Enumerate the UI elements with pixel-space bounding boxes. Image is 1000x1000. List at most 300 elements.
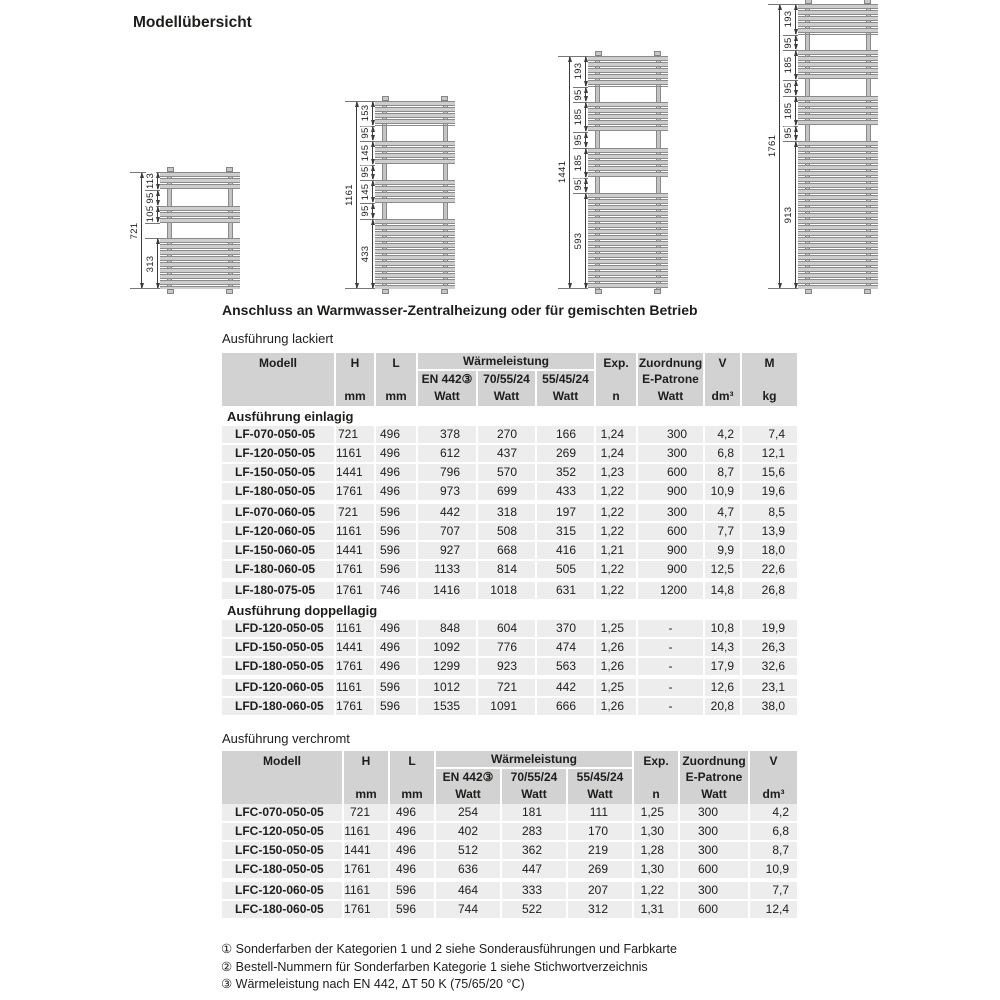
value-cell: 600 — [680, 901, 748, 918]
value-cell: 8,5 — [742, 504, 797, 521]
rung-group — [160, 238, 240, 289]
dimension-line — [779, 5, 780, 288]
value-cell: 300 — [680, 823, 748, 840]
header-cell — [596, 353, 636, 406]
value-cell: 1,28 — [634, 842, 678, 859]
towel-opening — [798, 80, 878, 95]
total-height-dimension — [558, 56, 572, 289]
model-cell: LF-150-050-05 — [222, 464, 334, 481]
value-cell: 12,6 — [705, 679, 740, 696]
header-line: 55/45/24 — [542, 372, 589, 386]
header-unit: n — [612, 389, 620, 403]
header-unit: Watt — [493, 389, 520, 403]
dimension-label: 95 — [783, 127, 794, 139]
value-cell: - — [638, 679, 703, 696]
value-cell: 181 — [502, 804, 566, 821]
value-cell: 563 — [537, 658, 594, 675]
section-heading: Ausführung einlagig — [227, 409, 354, 424]
value-cell: 10,9 — [705, 483, 740, 500]
dimension-line — [795, 142, 796, 288]
value-cell: 1761 — [336, 483, 374, 500]
dimension-line — [141, 173, 142, 288]
value-cell: 721 — [336, 426, 374, 443]
value-cell: 437 — [478, 445, 535, 462]
mounting-tab — [595, 289, 602, 294]
value-cell: 596 — [376, 679, 416, 696]
value-cell: 1,22 — [634, 882, 678, 899]
value-cell: 505 — [537, 561, 594, 578]
model-cell: LFC-120-060-05 — [222, 882, 342, 899]
value-cell: - — [638, 620, 703, 637]
model-cell: LF-180-075-05 — [222, 582, 334, 599]
value-cell: 1,22 — [596, 561, 636, 578]
dimension-label: 95 — [360, 205, 371, 217]
value-cell: 1,30 — [634, 823, 678, 840]
value-cell: 10,8 — [705, 620, 740, 637]
value-cell: 1,22 — [596, 504, 636, 521]
value-cell: 12,4 — [750, 901, 797, 918]
header-line — [705, 371, 740, 388]
table-row — [222, 698, 797, 715]
model-cell: LF-120-050-05 — [222, 445, 334, 462]
table-row — [222, 658, 797, 675]
spec-table-lackiert — [222, 353, 797, 717]
value-cell: 19,6 — [742, 483, 797, 500]
header-line — [376, 371, 416, 388]
model-cell: LF-120-060-05 — [222, 523, 334, 540]
model-cell: LFC-180-060-05 — [222, 901, 342, 918]
value-cell: 312 — [568, 901, 632, 918]
header-line: 70/55/24 — [510, 770, 558, 784]
value-cell: 269 — [568, 861, 632, 878]
value-cell: 14,3 — [705, 639, 740, 656]
value-cell: 596 — [376, 698, 416, 715]
dimension-segment — [782, 4, 798, 35]
value-cell: 1,22 — [596, 582, 636, 599]
radiator-diagram-1161 — [345, 101, 455, 289]
rung-group — [798, 96, 878, 126]
header-unit: kg — [762, 389, 777, 403]
value-cell: 7,7 — [750, 882, 797, 899]
model-cell: LFD-120-050-05 — [222, 620, 334, 637]
dimension-label: 193 — [573, 62, 584, 80]
header-line: M — [764, 356, 775, 370]
value-cell: 1161 — [336, 445, 374, 462]
value-cell: 1200 — [638, 582, 703, 599]
segment-dimensions — [782, 4, 798, 289]
segment-dimensions — [144, 172, 160, 289]
value-cell: 496 — [376, 620, 416, 637]
rung-group — [160, 206, 240, 223]
rung-group — [375, 101, 455, 126]
value-cell: 814 — [478, 561, 535, 578]
footnote-line: ② Bestell-Nummern für Sonderfarben Kategorie 1 siehe Stichwortverzeichnis — [221, 959, 648, 974]
dimension-label: 153 — [360, 104, 371, 122]
table-row — [222, 823, 797, 840]
dimension-segment — [144, 172, 160, 190]
value-cell: 7,4 — [742, 426, 797, 443]
value-cell: 269 — [537, 445, 594, 462]
value-cell: 1,31 — [634, 901, 678, 918]
dimension-segment — [782, 80, 798, 95]
mounting-tab — [167, 289, 174, 294]
header-cell — [634, 751, 678, 804]
header-cell — [568, 769, 632, 804]
value-cell: 570 — [478, 464, 535, 481]
dimension-segment — [572, 56, 588, 87]
header-unit: dm³ — [711, 389, 734, 403]
towel-opening — [375, 203, 455, 218]
value-cell: 20,8 — [705, 698, 740, 715]
dimension-label: 145 — [360, 183, 371, 201]
value-cell: 8,7 — [750, 842, 797, 859]
dimension-segment — [359, 165, 375, 180]
table-row — [222, 523, 797, 540]
spec-table-verchromt — [222, 751, 797, 920]
towel-opening — [160, 190, 240, 205]
value-cell: 600 — [638, 523, 703, 540]
table-row — [222, 542, 797, 559]
dimension-segment — [359, 180, 375, 203]
dimension-segment — [144, 238, 160, 289]
value-cell: 1133 — [418, 561, 476, 578]
header-subrow — [436, 769, 632, 804]
table-row — [222, 426, 797, 443]
header-group-label: Wärmeleistung — [436, 751, 632, 769]
model-cell: LFD-180-060-05 — [222, 698, 334, 715]
header-line: V — [769, 754, 778, 768]
header-unit: Watt — [657, 389, 684, 403]
value-cell: 1,25 — [634, 804, 678, 821]
dimension-label: 95 — [573, 134, 584, 146]
value-cell: 1,24 — [596, 426, 636, 443]
header-unit: Watt — [701, 787, 727, 801]
value-cell: 508 — [478, 523, 535, 540]
value-cell: 362 — [502, 842, 566, 859]
value-cell: 300 — [680, 842, 748, 859]
header-line — [390, 769, 434, 786]
radiator-body — [588, 56, 668, 289]
table-title-verchromt: Ausführung verchromt — [222, 731, 350, 746]
towel-opening — [160, 223, 240, 238]
header-unit: mm — [385, 389, 407, 403]
value-cell: 1761 — [336, 561, 374, 578]
value-cell: 496 — [390, 861, 434, 878]
model-cell: LF-180-060-05 — [222, 561, 334, 578]
header-line: E-Patrone — [642, 372, 699, 386]
value-cell: 207 — [568, 882, 632, 899]
rung-group — [375, 141, 455, 164]
value-cell: 219 — [568, 842, 632, 859]
header-unit: Watt — [521, 787, 547, 801]
table-row — [222, 679, 797, 696]
value-cell: 600 — [680, 861, 748, 878]
header-unit — [222, 786, 342, 804]
value-cell: 1,21 — [596, 542, 636, 559]
rung-group — [798, 50, 878, 80]
radiator-diagram-1441 — [558, 56, 668, 289]
rung-group — [798, 4, 878, 35]
table-header — [222, 353, 797, 406]
dimension-tick — [145, 223, 160, 224]
value-cell: 496 — [390, 842, 434, 859]
page-title: Modellübersicht — [133, 14, 252, 31]
value-cell: 170 — [568, 823, 632, 840]
footnotes — [221, 941, 677, 994]
value-cell: 1,24 — [596, 445, 636, 462]
header-line: H — [361, 754, 371, 768]
value-cell: 596 — [376, 561, 416, 578]
value-cell: 19,9 — [742, 620, 797, 637]
model-cell: LFC-150-050-05 — [222, 842, 342, 859]
value-cell: 26,3 — [742, 639, 797, 656]
dimension-label: 313 — [145, 255, 156, 272]
value-cell: - — [638, 698, 703, 715]
radiator-body — [375, 101, 455, 289]
dimension-label: 105 — [145, 205, 156, 223]
value-cell: 1441 — [344, 842, 388, 859]
header-line: L — [392, 356, 400, 370]
dimension-label: 721 — [129, 222, 140, 239]
value-cell: 604 — [478, 620, 535, 637]
model-cell: LFC-070-050-05 — [222, 804, 342, 821]
dimension-label: 113 — [145, 173, 156, 190]
dimension-label: 185 — [783, 102, 794, 120]
towel-opening — [798, 35, 878, 50]
model-cell: LFC-180-050-05 — [222, 861, 342, 878]
total-height-dimension — [768, 4, 782, 289]
value-cell: 300 — [638, 504, 703, 521]
value-cell: 1441 — [336, 542, 374, 559]
value-cell: 4,2 — [750, 804, 797, 821]
dimension-label: 1161 — [344, 184, 355, 206]
row-group — [222, 620, 797, 675]
value-cell: 596 — [390, 882, 434, 899]
value-cell: 668 — [478, 542, 535, 559]
dimension-segment — [359, 141, 375, 164]
header-line: EN 442③ — [421, 372, 473, 386]
dimension-line — [585, 194, 586, 288]
row-group — [222, 804, 797, 878]
radiator-diagram-1761 — [768, 4, 878, 289]
header-line — [596, 371, 636, 388]
dimension-label: 95 — [360, 166, 371, 178]
header-line — [222, 371, 334, 388]
towel-opening — [588, 87, 668, 102]
value-cell: 270 — [478, 426, 535, 443]
dimension-line — [372, 220, 373, 288]
value-cell: 631 — [537, 582, 594, 599]
value-cell: 9,9 — [705, 542, 740, 559]
header-line — [336, 371, 374, 388]
radiator-diagram-721 — [130, 172, 240, 289]
rung-group — [375, 180, 455, 203]
dimension-line — [356, 102, 357, 288]
section-heading: Ausführung doppellagig — [227, 603, 378, 618]
value-cell: 254 — [436, 804, 500, 821]
header-line: L — [408, 754, 416, 768]
dimension-label: 193 — [783, 10, 794, 28]
rung-group — [798, 141, 878, 289]
header-cell — [537, 371, 594, 406]
value-cell: 496 — [376, 464, 416, 481]
rung-group — [588, 148, 668, 178]
header-line: Modell — [259, 356, 297, 370]
value-cell: 721 — [478, 679, 535, 696]
table-row — [222, 882, 797, 899]
dimension-tick — [783, 288, 798, 289]
value-cell: 22,6 — [742, 561, 797, 578]
value-cell: 26,8 — [742, 582, 797, 599]
value-cell: 442 — [418, 504, 476, 521]
value-cell: 699 — [478, 483, 535, 500]
dimension-segment — [572, 87, 588, 102]
model-cell: LFD-120-060-05 — [222, 679, 334, 696]
value-cell: 512 — [436, 842, 500, 859]
header-line — [742, 371, 797, 388]
dimension-tick — [145, 288, 160, 289]
dimension-label: 185 — [573, 154, 584, 171]
header-cell — [222, 751, 342, 804]
value-cell: 596 — [376, 504, 416, 521]
header-unit: Watt — [552, 389, 579, 403]
value-cell: 666 — [537, 698, 594, 715]
dimension-label: 913 — [783, 206, 794, 224]
value-cell: 1161 — [336, 523, 374, 540]
dimension-segment — [144, 206, 160, 223]
header-line: Exp. — [643, 754, 669, 768]
model-cell: LFC-120-050-05 — [222, 823, 342, 840]
value-cell: 14,8 — [705, 582, 740, 599]
value-cell: 600 — [638, 464, 703, 481]
value-cell: 496 — [376, 483, 416, 500]
value-cell: 402 — [436, 823, 500, 840]
value-cell: 7,7 — [705, 523, 740, 540]
connection-heading: Anschluss an Warmwasser-Zentralheizung oder für gemischten Betrieb — [222, 302, 698, 318]
table-row — [222, 861, 797, 878]
value-cell: 496 — [376, 445, 416, 462]
value-cell: 496 — [376, 426, 416, 443]
value-cell: 496 — [390, 823, 434, 840]
table-row — [222, 620, 797, 637]
model-cell: LFD-150-050-05 — [222, 639, 334, 656]
value-cell: 707 — [418, 523, 476, 540]
segment-dimensions — [359, 101, 375, 289]
towel-opening — [588, 132, 668, 147]
value-cell: 1091 — [478, 698, 535, 715]
dimension-segment — [359, 126, 375, 141]
value-cell: 596 — [390, 901, 434, 918]
header-cell — [376, 353, 416, 406]
rung-group — [160, 172, 240, 190]
value-cell: 23,1 — [742, 679, 797, 696]
header-line: E-Patrone — [685, 770, 743, 784]
value-cell: 1161 — [344, 882, 388, 899]
value-cell: 32,6 — [742, 658, 797, 675]
footnote-line: ① Sonderfarben der Kategorien 1 und 2 siehe Sonderausführungen und Farbkarte — [221, 942, 677, 956]
value-cell: 416 — [537, 542, 594, 559]
value-cell: 1761 — [344, 861, 388, 878]
mounting-tab — [226, 289, 233, 294]
value-cell: 776 — [478, 639, 535, 656]
header-cell — [502, 769, 566, 804]
value-cell: 1018 — [478, 582, 535, 599]
mounting-tab — [864, 289, 871, 294]
value-cell: 496 — [390, 804, 434, 821]
header-line — [344, 769, 388, 786]
header-cell — [742, 353, 797, 406]
header-unit — [222, 388, 334, 406]
table-row — [222, 582, 797, 599]
header-cell — [478, 371, 535, 406]
row-group — [222, 882, 797, 918]
value-cell: 1761 — [336, 658, 374, 675]
header-cell — [705, 353, 740, 406]
dimension-segment — [782, 96, 798, 126]
radiator-body — [798, 4, 878, 289]
value-cell: 18,0 — [742, 542, 797, 559]
dimension-label: 433 — [360, 245, 371, 263]
header-unit: dm³ — [762, 787, 785, 801]
value-cell: 4,7 — [705, 504, 740, 521]
dimension-segment — [782, 50, 798, 80]
dimension-label: 95 — [145, 192, 156, 204]
header-unit: Watt — [434, 389, 460, 403]
table-row — [222, 804, 797, 821]
value-cell: 927 — [418, 542, 476, 559]
header-line — [750, 769, 797, 786]
header-subrow — [418, 371, 594, 406]
header-line: 55/45/24 — [576, 770, 624, 784]
footnote-line: ③ Wärmeleistung nach EN 442, ΔT 50 K (75/65/20 °C) — [221, 977, 525, 991]
value-cell: 1416 — [418, 582, 476, 599]
value-cell: 1,23 — [596, 464, 636, 481]
header-cell — [750, 751, 797, 804]
value-cell: 900 — [638, 561, 703, 578]
header-cell — [638, 353, 703, 406]
value-cell: 283 — [502, 823, 566, 840]
value-cell: 12,5 — [705, 561, 740, 578]
towel-opening — [375, 126, 455, 141]
value-cell: 596 — [376, 523, 416, 540]
value-cell: - — [638, 658, 703, 675]
dimension-segment — [572, 132, 588, 147]
towel-opening — [588, 178, 668, 193]
model-cell: LF-070-060-05 — [222, 504, 334, 521]
header-line — [634, 769, 678, 786]
dimension-segment — [359, 219, 375, 289]
value-cell: 17,9 — [705, 658, 740, 675]
dimension-segment — [144, 223, 160, 238]
dimension-label: 95 — [783, 82, 794, 94]
dimension-label: 95 — [573, 88, 584, 101]
mounting-tab — [382, 289, 389, 294]
model-cell: LF-070-050-05 — [222, 426, 334, 443]
header-group — [418, 353, 594, 406]
value-cell: 721 — [336, 504, 374, 521]
value-cell: 447 — [502, 861, 566, 878]
value-cell: 13,9 — [742, 523, 797, 540]
value-cell: 464 — [436, 882, 500, 899]
value-cell: 300 — [638, 445, 703, 462]
value-cell: 111 — [568, 804, 632, 821]
header-unit: mm — [355, 787, 377, 801]
value-cell: 1761 — [336, 582, 374, 599]
table-row — [222, 483, 797, 500]
header-unit: mm — [344, 389, 366, 403]
value-cell: 1299 — [418, 658, 476, 675]
value-cell: 746 — [376, 582, 416, 599]
